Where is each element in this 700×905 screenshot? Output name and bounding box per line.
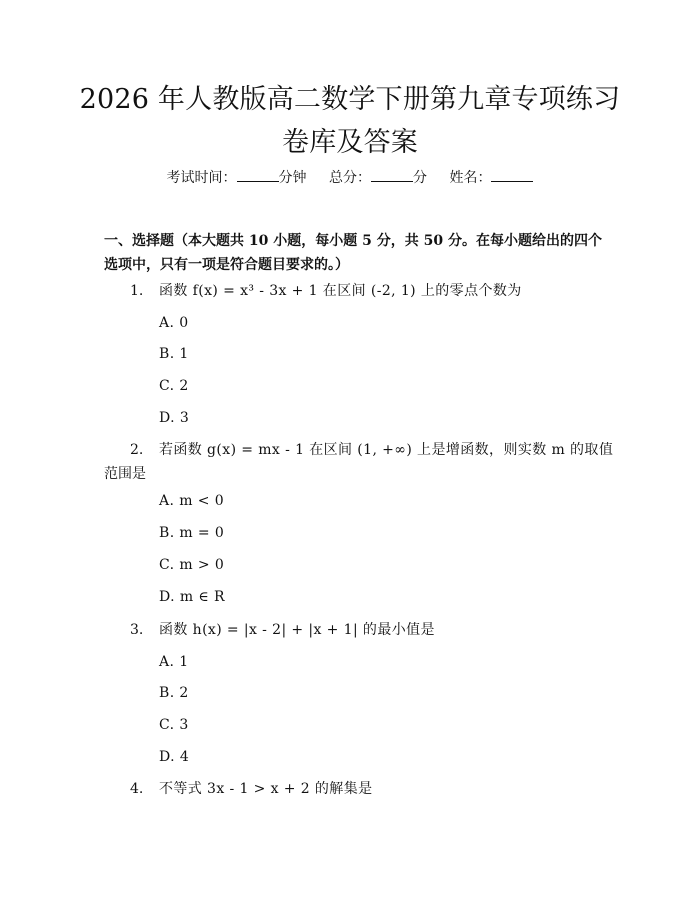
total-score-label: 总分：: [329, 170, 371, 186]
title-line-2: 卷库及答案: [282, 127, 418, 158]
question-text-line-1: 若函数 g(x) = mx - 1 在区间 (1, +∞) 上是增函数，则实数 m 的取值: [159, 442, 614, 458]
section-heading: 一、选择题（本大题共 10 小题，每小题 5 分，共 50 分。在每小题给出的四个选项中，只有一项是符合题目要求的。）: [104, 233, 602, 273]
question-2-option-c: C. m > 0: [159, 557, 225, 573]
question-3-option-d: D. 4: [159, 749, 190, 765]
question-1-option-d: D. 3: [159, 410, 190, 426]
question-2: [104, 438, 614, 486]
title-line-1: 2026 年人教版高二数学下册第九章专项练习: [79, 84, 621, 115]
question-2-option-a: A. m < 0: [159, 493, 225, 509]
exam-time-unit: 分钟: [278, 170, 307, 186]
exam-time-field: [167, 168, 307, 188]
question-3-option-a: A. 1: [159, 654, 189, 670]
student-name-blank: [491, 168, 533, 182]
total-score-field: [329, 168, 427, 188]
question-2-option-b: B. m = 0: [159, 525, 225, 541]
question-1-option-b: B. 1: [159, 346, 189, 362]
question-number: 2.: [130, 442, 144, 458]
question-text: 函数 h(x) = |x - 2| + |x + 1| 的最小值是: [159, 622, 435, 638]
exam-time-blank: [237, 168, 279, 182]
question-number: 1.: [130, 283, 144, 299]
question-2-option-d: D. m ∈ R: [159, 589, 225, 605]
student-name-field: [449, 168, 533, 188]
question-1-option-c: C. 2: [159, 378, 189, 394]
exam-info-row: [0, 168, 700, 188]
question-1-option-a: A. 0: [159, 315, 189, 331]
question-text: 函数 f(x) = x³ - 3x + 1 在区间 (-2, 1) 上的零点个数为: [159, 283, 522, 299]
question-number: 4.: [130, 781, 144, 797]
total-score-unit: 分: [413, 170, 427, 186]
question-text: 不等式 3x - 1 > x + 2 的解集是: [159, 781, 373, 797]
total-score-blank: [371, 168, 413, 182]
question-text-line-2: 范围是: [104, 466, 146, 482]
document-title: [70, 78, 630, 164]
question-3-option-c: C. 3: [159, 717, 189, 733]
question-3-option-b: B. 2: [159, 685, 189, 701]
question-number: 3.: [130, 622, 144, 638]
exam-time-label: 考试时间：: [166, 170, 237, 186]
student-name-label: 姓名：: [449, 170, 492, 186]
